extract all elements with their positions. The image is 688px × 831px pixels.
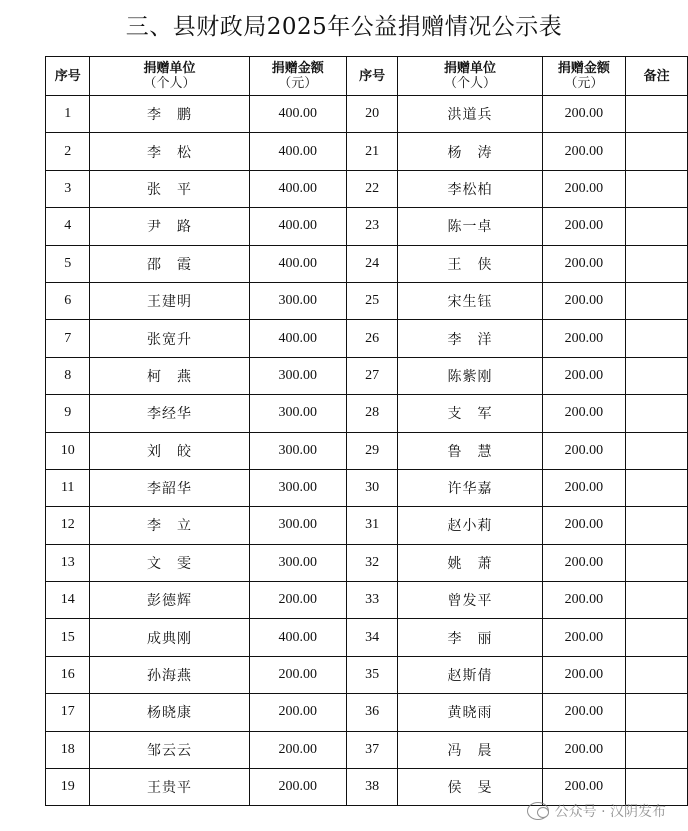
header-amount-line1: 捐赠金额 — [271, 61, 324, 76]
row-amount2: 200.00 — [542, 432, 625, 469]
row-note — [626, 395, 688, 432]
row-amount2: 200.00 — [542, 507, 625, 544]
row-no2: 27 — [346, 357, 397, 394]
row-amount: 400.00 — [249, 208, 346, 245]
row-name: 李 立 — [90, 507, 249, 544]
header-unit-line1: 捐赠单位 — [143, 61, 196, 76]
row-note — [626, 170, 688, 207]
row-note — [626, 357, 688, 394]
row-no2: 20 — [346, 96, 397, 133]
row-no: 18 — [46, 731, 90, 768]
row-no: 1 — [46, 96, 90, 133]
row-amount2: 200.00 — [542, 357, 625, 394]
row-note — [626, 96, 688, 133]
header-unit-line2: （个人） — [143, 76, 196, 91]
row-amount: 200.00 — [249, 656, 346, 693]
row-name2: 姚 萧 — [398, 544, 542, 581]
row-amount: 300.00 — [249, 507, 346, 544]
row-no: 19 — [46, 769, 90, 806]
row-name2: 王 侠 — [398, 245, 542, 282]
row-name: 尹 路 — [90, 208, 249, 245]
row-amount2: 200.00 — [542, 769, 625, 806]
row-no2: 22 — [346, 170, 397, 207]
row-amount: 200.00 — [249, 694, 346, 731]
row-note — [626, 469, 688, 506]
row-amount2: 200.00 — [542, 395, 625, 432]
row-amount: 400.00 — [249, 245, 346, 282]
row-amount2: 200.00 — [542, 731, 625, 768]
row-name: 文 雯 — [90, 544, 249, 581]
row-no: 11 — [46, 469, 90, 506]
row-name: 张 平 — [90, 170, 249, 207]
row-no2: 24 — [346, 245, 397, 282]
row-no2: 28 — [346, 395, 397, 432]
row-note — [626, 731, 688, 768]
wechat-icon — [527, 802, 549, 820]
row-name: 李经华 — [90, 395, 249, 432]
row-no2: 26 — [346, 320, 397, 357]
table-row — [46, 170, 688, 207]
table-row — [46, 133, 688, 170]
row-name: 邹云云 — [90, 731, 249, 768]
row-no2: 34 — [346, 619, 397, 656]
row-name2: 赵小莉 — [398, 507, 542, 544]
header-no: 序号 — [46, 57, 90, 96]
row-amount: 400.00 — [249, 96, 346, 133]
row-no: 13 — [46, 544, 90, 581]
table-row — [46, 395, 688, 432]
table-row — [46, 282, 688, 319]
row-no: 10 — [46, 432, 90, 469]
row-no: 7 — [46, 320, 90, 357]
row-no: 16 — [46, 656, 90, 693]
row-no2: 38 — [346, 769, 397, 806]
watermark-text: 公众号 · 汉阴发布 — [554, 804, 666, 820]
header-unit2 — [398, 57, 542, 96]
row-amount: 200.00 — [249, 731, 346, 768]
row-amount: 400.00 — [249, 170, 346, 207]
header-amount2-line2: （元） — [564, 76, 604, 91]
row-no2: 21 — [346, 133, 397, 170]
header-amount2 — [542, 57, 625, 96]
row-no: 6 — [46, 282, 90, 319]
row-no: 17 — [46, 694, 90, 731]
row-amount: 200.00 — [249, 769, 346, 806]
row-note — [626, 694, 688, 731]
row-name: 王贵平 — [90, 769, 249, 806]
row-amount2: 200.00 — [542, 544, 625, 581]
table-row — [46, 619, 688, 656]
table-row — [46, 507, 688, 544]
row-no: 12 — [46, 507, 90, 544]
row-no2: 32 — [346, 544, 397, 581]
row-no: 9 — [46, 395, 90, 432]
row-amount2: 200.00 — [542, 208, 625, 245]
table-row — [46, 656, 688, 693]
row-no: 2 — [46, 133, 90, 170]
row-amount: 300.00 — [249, 395, 346, 432]
row-amount2: 200.00 — [542, 282, 625, 319]
row-note — [626, 507, 688, 544]
row-amount: 300.00 — [249, 469, 346, 506]
row-no: 14 — [46, 582, 90, 619]
row-name2: 侯 旻 — [398, 769, 542, 806]
row-note — [626, 582, 688, 619]
donation-table — [45, 56, 688, 806]
header-unit2-line2: （个人） — [443, 76, 496, 91]
row-name2: 宋生钰 — [398, 282, 542, 319]
row-amount: 400.00 — [249, 619, 346, 656]
table-row — [46, 731, 688, 768]
table-row — [46, 96, 688, 133]
header-amount-line2: （元） — [278, 76, 318, 91]
watermark — [527, 801, 666, 821]
row-amount2: 200.00 — [542, 656, 625, 693]
row-name: 张宽升 — [90, 320, 249, 357]
table-row — [46, 544, 688, 581]
row-name2: 支 军 — [398, 395, 542, 432]
row-amount: 200.00 — [249, 582, 346, 619]
row-name2: 陈一卓 — [398, 208, 542, 245]
row-name: 李 鹏 — [90, 96, 249, 133]
row-note — [626, 656, 688, 693]
row-name2: 赵斯倩 — [398, 656, 542, 693]
row-amount2: 200.00 — [542, 469, 625, 506]
row-no: 4 — [46, 208, 90, 245]
row-amount: 300.00 — [249, 432, 346, 469]
row-no2: 23 — [346, 208, 397, 245]
row-name2: 曾发平 — [398, 582, 542, 619]
row-name2: 李 洋 — [398, 320, 542, 357]
row-no2: 30 — [346, 469, 397, 506]
row-name2: 许华嘉 — [398, 469, 542, 506]
row-note — [626, 133, 688, 170]
row-name2: 冯 晨 — [398, 731, 542, 768]
row-name2: 李 丽 — [398, 619, 542, 656]
row-note — [626, 432, 688, 469]
row-note — [626, 544, 688, 581]
page-title: 三、县财政局2025年公益捐赠情况公示表 — [125, 14, 563, 40]
row-name: 李韶华 — [90, 469, 249, 506]
row-name2: 杨 涛 — [398, 133, 542, 170]
row-no2: 33 — [346, 582, 397, 619]
header-no2: 序号 — [346, 57, 397, 96]
row-amount2: 200.00 — [542, 170, 625, 207]
row-amount: 300.00 — [249, 357, 346, 394]
row-no: 8 — [46, 357, 90, 394]
table-row — [46, 245, 688, 282]
header-unit — [90, 57, 249, 96]
row-no2: 36 — [346, 694, 397, 731]
table-row — [46, 357, 688, 394]
table-row — [46, 694, 688, 731]
row-amount2: 200.00 — [542, 245, 625, 282]
row-name2: 鲁 慧 — [398, 432, 542, 469]
row-no2: 29 — [346, 432, 397, 469]
row-amount: 400.00 — [249, 133, 346, 170]
row-name: 王建明 — [90, 282, 249, 319]
header-unit2-line1: 捐赠单位 — [443, 61, 496, 76]
table-row — [46, 432, 688, 469]
row-no2: 35 — [346, 656, 397, 693]
row-name: 孙海燕 — [90, 656, 249, 693]
row-no2: 31 — [346, 507, 397, 544]
row-no2: 25 — [346, 282, 397, 319]
row-name2: 黄晓雨 — [398, 694, 542, 731]
row-note — [626, 208, 688, 245]
header-amount — [249, 57, 346, 96]
row-name: 杨晓康 — [90, 694, 249, 731]
row-amount: 300.00 — [249, 282, 346, 319]
row-amount2: 200.00 — [542, 320, 625, 357]
row-no: 5 — [46, 245, 90, 282]
row-amount: 300.00 — [249, 544, 346, 581]
row-name: 成典刚 — [90, 619, 249, 656]
header-amount2-line1: 捐赠金额 — [557, 61, 610, 76]
row-name: 李 松 — [90, 133, 249, 170]
row-name: 邵 霞 — [90, 245, 249, 282]
row-note — [626, 282, 688, 319]
row-name: 彭德辉 — [90, 582, 249, 619]
row-amount2: 200.00 — [542, 694, 625, 731]
row-note — [626, 320, 688, 357]
row-note — [626, 619, 688, 656]
row-amount2: 200.00 — [542, 619, 625, 656]
row-name: 刘 皎 — [90, 432, 249, 469]
row-no: 15 — [46, 619, 90, 656]
row-note — [626, 245, 688, 282]
row-no2: 37 — [346, 731, 397, 768]
table-header-row — [46, 57, 688, 96]
row-name: 柯 燕 — [90, 357, 249, 394]
row-amount2: 200.00 — [542, 133, 625, 170]
row-amount: 400.00 — [249, 320, 346, 357]
row-name2: 洪道兵 — [398, 96, 542, 133]
table-row — [46, 320, 688, 357]
table-row — [46, 582, 688, 619]
row-name2: 李松柏 — [398, 170, 542, 207]
row-amount2: 200.00 — [542, 96, 625, 133]
row-no: 3 — [46, 170, 90, 207]
table-row — [46, 469, 688, 506]
table-row — [46, 208, 688, 245]
row-name2: 陈紫刚 — [398, 357, 542, 394]
header-note: 备注 — [626, 57, 688, 96]
row-amount2: 200.00 — [542, 582, 625, 619]
